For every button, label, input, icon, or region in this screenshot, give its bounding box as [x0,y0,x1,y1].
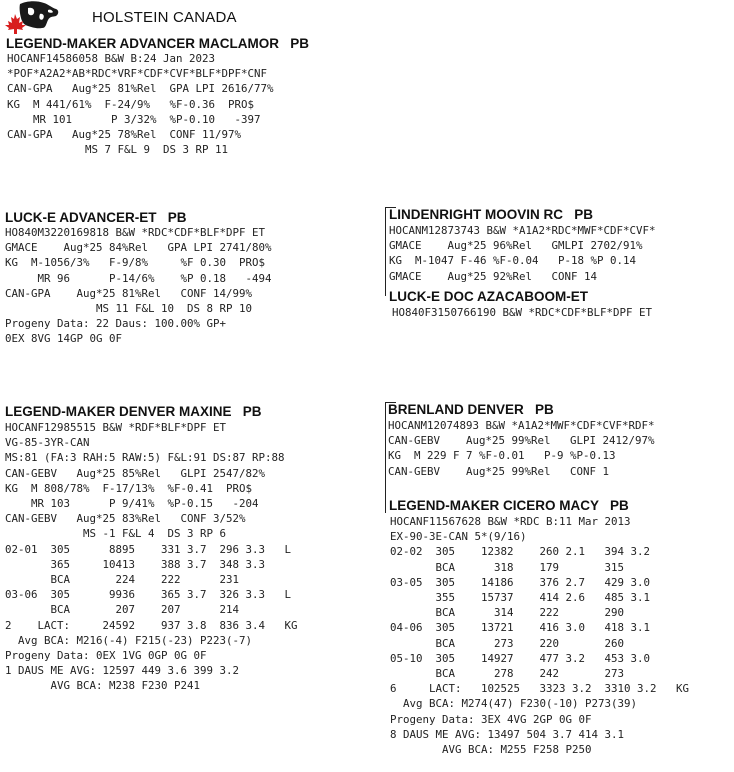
detail-line: CAN-GEBV Aug*25 99%Rel CONF 1 [388,464,610,478]
detail-line: BCA 278 242 273 [390,667,625,681]
detail-line: 02-02 305 12382 260 2.1 394 3.2 [390,545,651,559]
detail-line: Progeny Data: 0EX 1VG 0GP 0G 0F [5,649,207,663]
detail-line: HO840F3150766190 B&W *RDC*CDF*BLF*DPF ET [392,306,653,319]
detail-line: 8 DAUS ME AVG: 13497 504 3.7 414 3.1 [390,727,625,741]
detail-line: Progeny Data: 22 Daus: 100.00% GP+ [5,317,227,331]
detail-line: MS -1 F&L 4 DS 3 RP 6 [5,527,227,541]
detail-line: 365 10413 388 3.7 348 3.3 [5,557,266,571]
detail-line: BCA 224 222 231 [5,573,240,587]
detail-line: CAN-GPA Aug*25 78%Rel CONF 11/97% [7,128,242,142]
detail-line: 1 DAUS ME AVG: 12597 449 3.6 399 3.2 [5,664,240,678]
detail-line: BCA 273 220 260 [390,636,625,650]
detail-line: KG M-1047 F-46 %F-0.04 P-18 %P 0.14 [389,254,637,268]
detail-line: 02-01 305 8895 331 3.7 296 3.3 L [5,542,292,556]
detail-line: 0EX 8VG 14GP 0G 0F [5,332,123,346]
animal-name: LEGEND-MAKER ADVANCER MACLAMOR PB [6,36,309,51]
detail-line: HOCANF12985515 B&W *RDF*BLF*DPF ET [5,421,227,434]
detail-line: CAN-GPA Aug*25 81%Rel GPA LPI 2616/77% [7,82,274,96]
detail-line: 05-10 305 14927 477 3.2 453 3.0 [390,651,651,665]
detail-line: HOCANM12074893 B&W *A1A2*MWF*CDF*CVF*RDF* [388,419,655,432]
organization-title: HOLSTEIN CANADA [92,9,237,26]
detail-line: CAN-GEBV Aug*25 85%Rel GLPI 2547/82% [5,466,266,480]
detail-line: BCA 207 207 214 [5,603,240,617]
detail-line: Progeny Data: 3EX 4VG 2GP 0G 0F [390,712,592,726]
detail-line: 04-06 305 13721 416 3.0 418 3.1 [390,621,651,635]
detail-line: MS:81 (FA:3 RAH:5 RAW:5) F&L:91 DS:87 RP:88 [5,451,285,465]
detail-line: HO840M3220169818 B&W *RDC*CDF*BLF*DPF ET [5,226,266,239]
detail-line: Avg BCA: M274(47) F230(-10) P273(39) [390,697,638,711]
sire-sire-name: LINDENRIGHT MOOVIN RC PB [389,207,594,222]
detail-line: CAN-GEBV Aug*25 83%Rel CONF 3/52% [5,512,246,526]
detail-line: MR 96 P-14/6% %P 0.18 -494 [5,271,272,285]
detail-line: 03-05 305 14186 376 2.7 429 3.0 [390,575,651,589]
detail-line: VG-85-3YR-CAN [5,436,90,450]
detail-line: KG M-1056/3% F-9/8% %F 0.30 PRO$ [5,256,266,270]
detail-line: AVG BCA: M238 F230 P241 [5,679,201,693]
detail-line: EX-90-3E-CAN 5*(9/16) [390,530,527,544]
dam-dam-details [390,514,689,757]
sire-sire-details [389,223,656,284]
detail-line: KG M 441/61% F-24/9% %F-0.36 PRO$ [7,97,255,111]
detail-line: HOCANM12873743 B&W *A1A2*RDC*MWF*CDF*CVF* [389,224,656,237]
detail-line: HOCANF14586058 B&W B:24 Jan 2023 [7,52,216,65]
detail-line: BCA 314 222 290 [390,606,625,620]
animal-details [7,51,274,157]
detail-line: MS 7 F&L 9 DS 3 RP 11 [7,143,229,157]
sire-name: LUCK-E ADVANCER-ET PB [5,210,187,225]
detail-line: GMACE Aug*25 84%Rel GPA LPI 2741/80% [5,241,272,255]
detail-line: 6 LACT: 102525 3323 3.2 3310 3.2 KG [390,682,690,696]
holstein-canada-logo [2,0,60,36]
detail-line: KG M 229 F 7 %F-0.01 P-9 %P-0.13 [388,449,616,463]
sire-details [5,225,272,347]
detail-line: 2 LACT: 24592 937 3.8 836 3.4 KG [5,618,298,632]
dam-details [5,420,298,694]
dam-sire-details [388,418,655,479]
detail-line: MR 101 P 3/32% %P-0.10 -397 [7,112,261,126]
dam-sire-name: BRENLAND DENVER PB [388,402,554,417]
detail-line: HOCANF11567628 B&W *RDC B:11 Mar 2013 [390,515,631,528]
detail-line: BCA 318 179 315 [390,560,625,574]
detail-line: MR 103 P 9/41% %P-0.15 -204 [5,497,259,511]
detail-line: MS 11 F&L 10 DS 8 RP 10 [5,302,253,316]
detail-line: GMACE Aug*25 92%Rel CONF 14 [389,269,598,283]
dam-name: LEGEND-MAKER DENVER MAXINE PB [5,404,262,419]
dam-dam-name: LEGEND-MAKER CICERO MACY PB [389,498,629,513]
detail-line: CAN-GPA Aug*25 81%Rel CONF 14/99% [5,286,253,300]
detail-line: *POF*A2A2*AB*RDC*VRF*CDF*CVF*BLF*DPF*CNF [7,67,268,81]
detail-line: AVG BCA: M255 F258 P250 [390,743,592,757]
detail-line: CAN-GEBV Aug*25 99%Rel GLPI 2412/97% [388,434,655,448]
sire-dam-name: LUCK-E DOC AZACABOOM-ET [389,289,588,304]
detail-line: GMACE Aug*25 96%Rel GMLPI 2702/91% [389,239,643,253]
detail-line: Avg BCA: M216(-4) F215(-23) P223(-7) [5,633,253,647]
sire-dam-details [392,305,652,320]
detail-line: 03-06 305 9936 365 3.7 326 3.3 L [5,588,292,602]
detail-line: 355 15737 414 2.6 485 3.1 [390,591,651,605]
detail-line: KG M 808/78% F-17/13% %F-0.41 PRO$ [5,481,253,495]
cow-maple-leaf-icon [2,0,60,36]
